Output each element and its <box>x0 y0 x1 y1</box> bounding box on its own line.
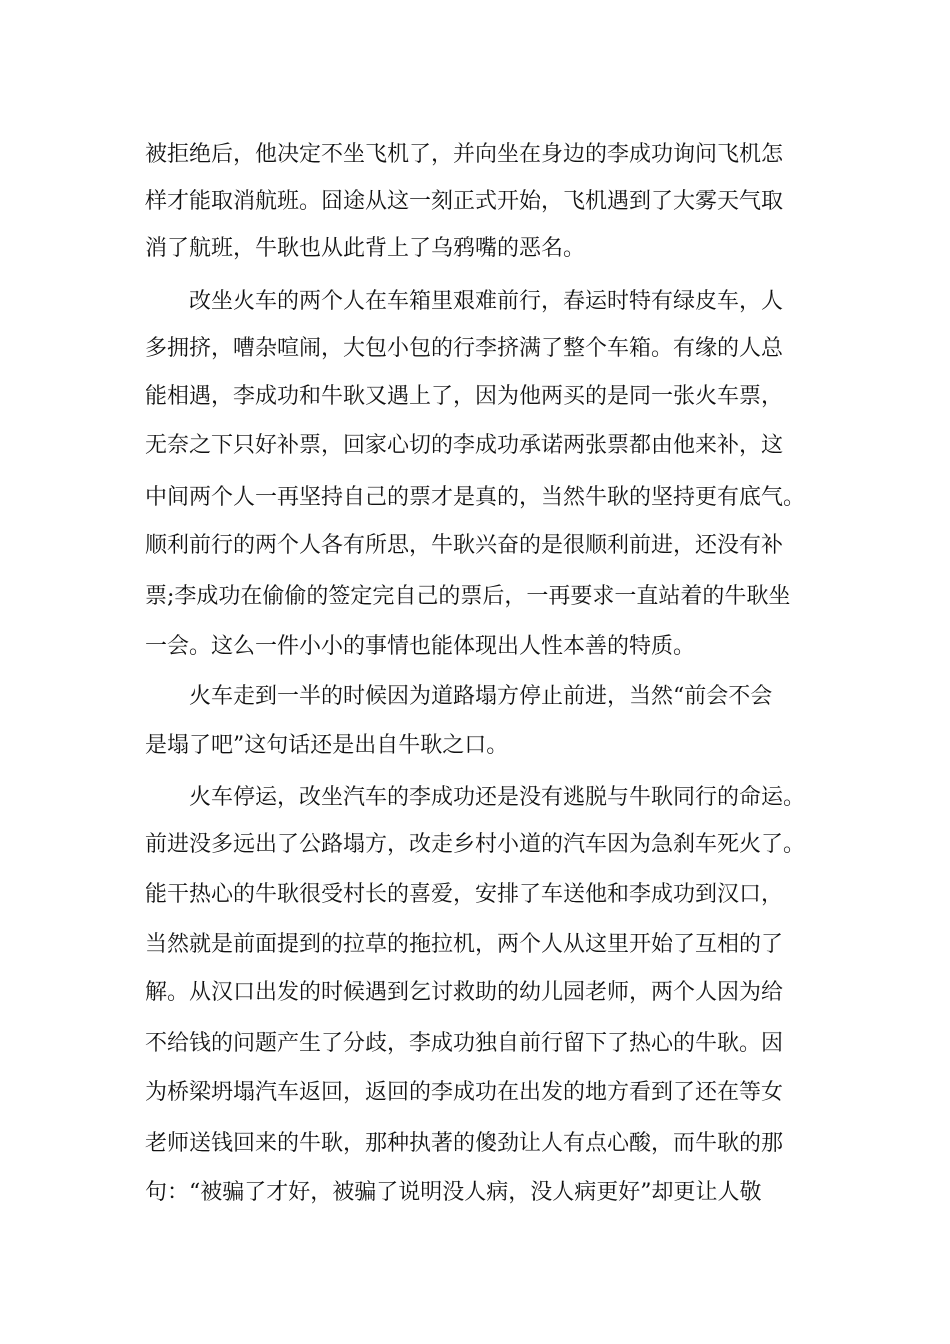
text-line: 为桥梁坍塌汽车返回，返回的李成功在出发的地方看到了还在等女 <box>145 1080 784 1105</box>
text-line: 句：“被骗了才好，被骗了说明没人病，没人病更好”却更让人敬 <box>145 1180 762 1205</box>
text-line: 消了航班，牛耿也从此背上了乌鸦嘴的恶名。 <box>145 236 586 261</box>
text-line: 一会。这么一件小小的事情也能体现出人性本善的特质。 <box>145 634 696 659</box>
text-line: 票;李成功在偷偷的签定完自己的票后，一再要求一直站着的牛耿坐 <box>145 584 791 609</box>
text-line: 改坐火车的两个人在车箱里艰难前行，春运时特有绿皮车，人 <box>189 289 784 314</box>
text-line: 老师送钱回来的牛耿，那种执著的傻劲让人有点心酸，而牛耿的那 <box>145 1131 784 1156</box>
text-line: 被拒绝后，他决定不坐飞机了，并向坐在身边的李成功询问飞机怎 <box>145 142 784 167</box>
text-line: 是塌了吧”这句话还是出自牛耿之口。 <box>145 733 509 758</box>
text-line: 前进没多远出了公路塌方，改走乡村小道的汽车因为急刹车死火了。 <box>145 832 806 857</box>
text-line: 解。从汉口出发的时候遇到乞讨救助的幼儿园老师，两个人因为给 <box>145 980 784 1005</box>
text-line: 能干热心的牛耿很受村长的喜爱，安排了车送他和李成功到汉口， <box>145 882 784 907</box>
text-line: 火车走到一半的时候因为道路塌方停止前进，当然“前会不会 <box>189 684 773 709</box>
text-line: 不给钱的问题产生了分歧，李成功独自前行留下了热心的牛耿。因 <box>145 1031 784 1056</box>
text-line: 顺利前行的两个人各有所思，牛耿兴奋的是很顺利前进，还没有补 <box>145 533 784 558</box>
text-line: 样才能取消航班。囧途从这一刻正式开始，飞机遇到了大雾天气取 <box>145 189 784 214</box>
text-line: 能相遇，李成功和牛耿又遇上了，因为他两买的是同一张火车票， <box>145 384 784 409</box>
text-line: 中间两个人一再坚持自己的票才是真的，当然牛耿的坚持更有底气。 <box>145 485 806 510</box>
text-line: 多拥挤，嘈杂喧闹，大包小包的行李挤满了整个车箱。有缘的人总 <box>145 336 784 361</box>
text-line: 当然就是前面提到的拉草的拖拉机，两个人从这里开始了互相的了 <box>145 932 784 957</box>
text-line: 火车停运，改坐汽车的李成功还是没有逃脱与牛耿同行的命运。 <box>189 785 806 810</box>
text-line: 无奈之下只好补票，回家心切的李成功承诺两张票都由他来补，这 <box>145 433 784 458</box>
